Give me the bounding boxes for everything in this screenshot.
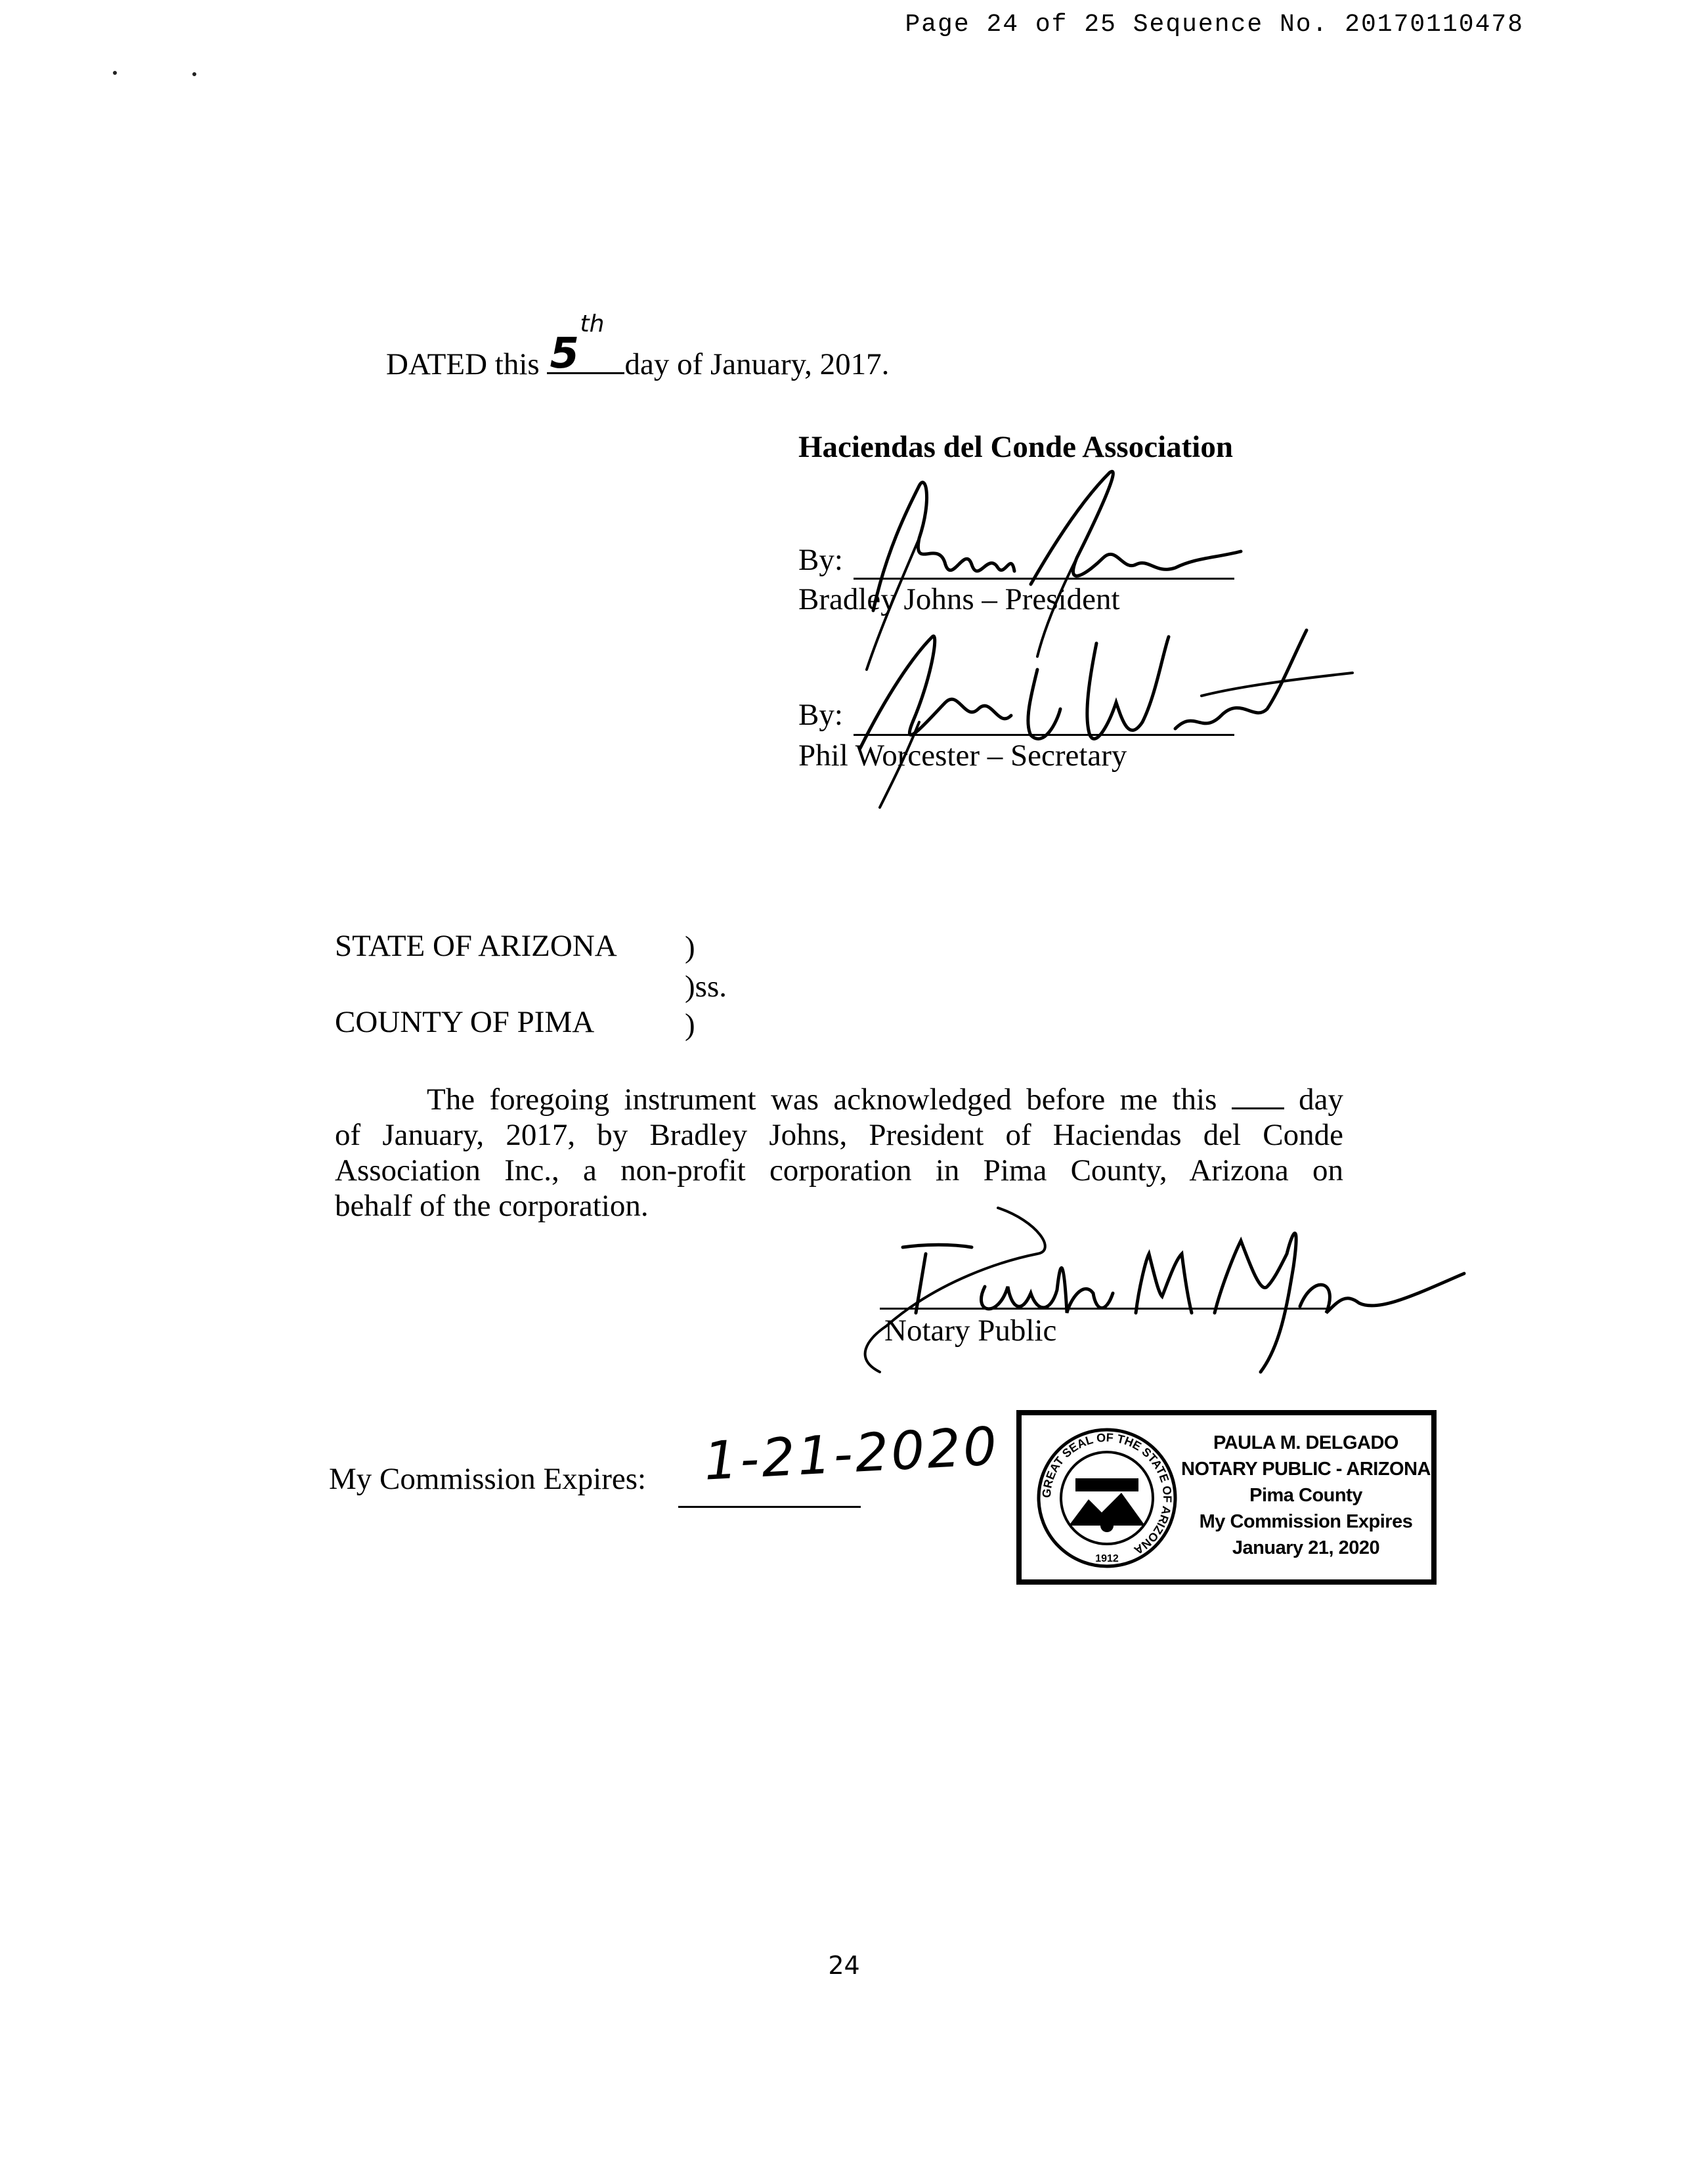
- stamp-notary-title: NOTARY PUBLIC - ARIZONA: [1181, 1459, 1431, 1480]
- dated-suffix: day of January, 2017.: [624, 347, 890, 381]
- scan-speck: [192, 72, 196, 76]
- arizona-seal-icon: [1036, 1427, 1178, 1569]
- signer-2-by-label: By:: [798, 698, 843, 732]
- commission-expires-label: My Commission Expires:: [329, 1462, 647, 1496]
- acknowledgment-line-2: of January, 2017, by Bradley Johns, President of Haciendas del Conde: [335, 1118, 1343, 1152]
- signer-2-name-title: Phil Worcester – Secretary: [798, 739, 1127, 773]
- signer-1-name-title: Bradley Johns – President: [798, 582, 1120, 616]
- venue-paren-1: ): [685, 930, 695, 964]
- venue-paren-ss: )ss.: [685, 970, 727, 1004]
- day-suffix-handwritten: th: [580, 310, 605, 337]
- dated-prefix: DATED this: [386, 347, 540, 381]
- day-handwritten: 5: [550, 330, 579, 378]
- association-name: Haciendas del Conde Association: [798, 430, 1233, 464]
- svg-text:1912: 1912: [1095, 1553, 1119, 1564]
- stamp-notary-name: PAULA M. DELGADO: [1213, 1432, 1398, 1453]
- scan-speck: [113, 71, 117, 75]
- commission-expires-line: [678, 1506, 861, 1508]
- acknowledgment-day-blank: [1232, 1088, 1284, 1109]
- signer-2-handwritten-signature: [834, 617, 1359, 814]
- stamp-county: Pima County: [1249, 1485, 1362, 1506]
- page-number: 24: [828, 1951, 860, 1980]
- signer-1-by-label: By:: [798, 543, 843, 577]
- svg-text:GREAT SEAL OF THE STATE OF ARI: GREAT SEAL OF THE STATE OF ARIZONA: [1039, 1430, 1175, 1558]
- notary-handwritten-signature: [840, 1182, 1464, 1379]
- notary-stamp: [1016, 1410, 1437, 1585]
- acknowledgment-line-1: The foregoing instrument was acknowledged before me this day: [427, 1082, 1344, 1117]
- venue-state: STATE OF ARIZONA: [335, 929, 617, 963]
- notary-public-label: Notary Public: [884, 1314, 1057, 1348]
- acknowledgment-line-3: Association Inc., a non-profit corporation in Pima County, Arizona on: [335, 1153, 1343, 1188]
- stamp-commission-date: January 21, 2020: [1232, 1537, 1380, 1558]
- acknowledgment-line-4: behalf of the corporation.: [335, 1189, 649, 1223]
- page-header: Page 24 of 25 Sequence No. 20170110478: [905, 11, 1524, 39]
- venue-paren-3: ): [685, 1008, 695, 1042]
- venue-county: COUNTY OF PIMA: [335, 1005, 595, 1039]
- commission-expires-handwritten: 1-21-2020: [702, 1415, 1001, 1492]
- notary-signature-line: [880, 1308, 1326, 1310]
- stamp-text-block: [1178, 1430, 1434, 1561]
- dated-line: [386, 310, 890, 382]
- stamp-commission-label: My Commission Expires: [1199, 1511, 1413, 1532]
- day-blank: [547, 310, 624, 378]
